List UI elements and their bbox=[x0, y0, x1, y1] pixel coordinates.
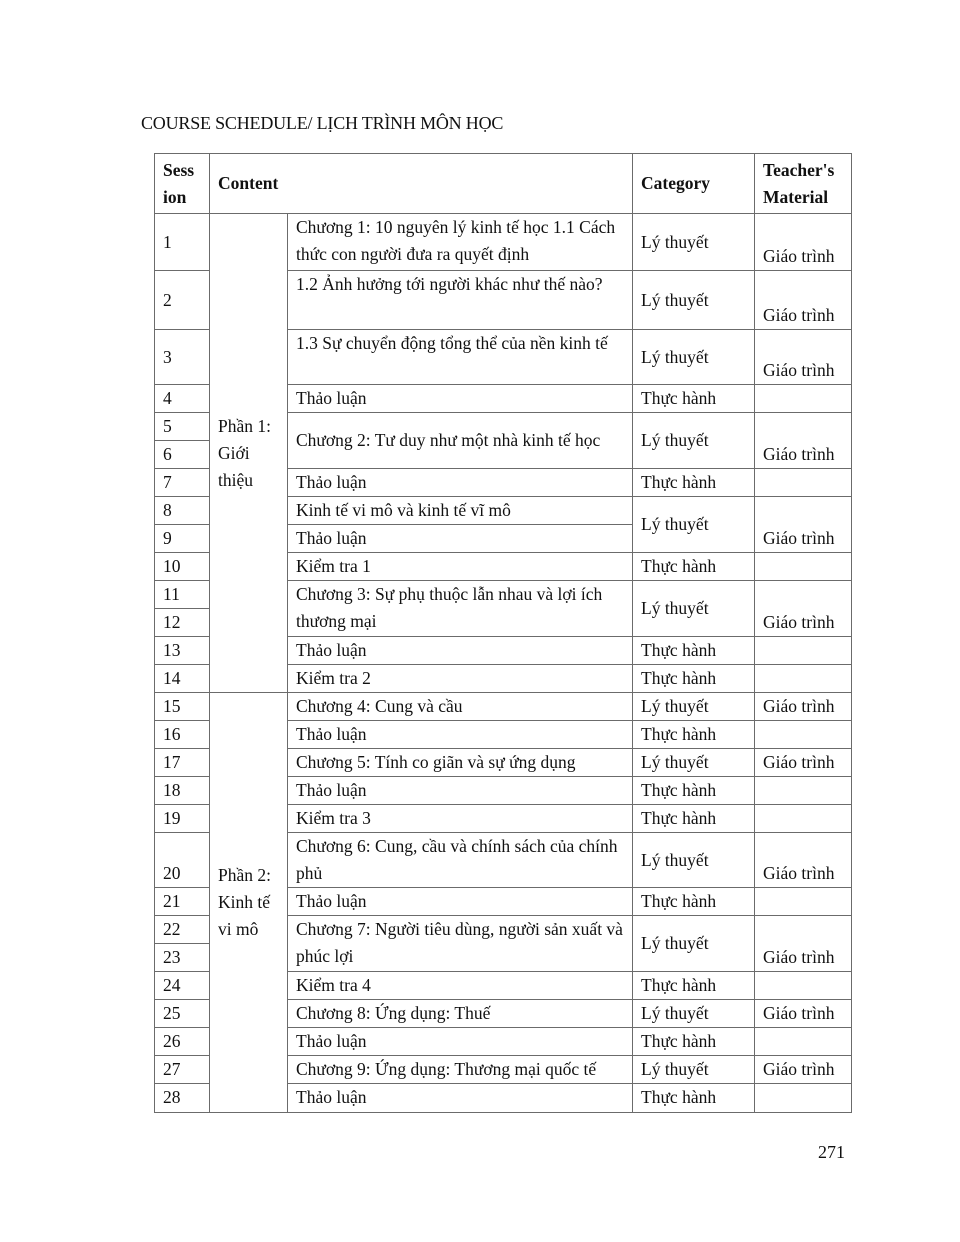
content-cell: Chương 1: 10 nguyên lý kinh tế học 1.1 Cách thức con người đưa ra quyết định bbox=[288, 214, 633, 271]
material-cell: Giáo trình bbox=[755, 693, 852, 721]
content-cell: Kiểm tra 2 bbox=[288, 665, 633, 693]
session-cell: 23 bbox=[155, 944, 210, 972]
material-cell: Giáo trình bbox=[755, 916, 852, 972]
category-cell: Thực hành bbox=[633, 888, 755, 916]
session-cell: 19 bbox=[155, 805, 210, 833]
material-cell bbox=[755, 553, 852, 581]
content-cell: Kiểm tra 3 bbox=[288, 805, 633, 833]
category-cell: Lý thuyết bbox=[633, 916, 755, 972]
content-cell: 1.3 Sự chuyển động tổng thể của nền kinh tế bbox=[288, 330, 633, 385]
session-cell: 20 bbox=[155, 833, 210, 888]
session-cell: 18 bbox=[155, 777, 210, 805]
content-cell: Chương 6: Cung, cầu và chính sách của chính phủ bbox=[288, 833, 633, 888]
content-cell: Thảo luận bbox=[288, 888, 633, 916]
category-cell: Lý thuyết bbox=[633, 497, 755, 553]
section-cell: Phần 1: Giới thiệu bbox=[210, 214, 288, 693]
session-cell: 15 bbox=[155, 693, 210, 721]
category-cell: Thực hành bbox=[633, 1028, 755, 1056]
session-cell: 22 bbox=[155, 916, 210, 944]
category-cell: Thực hành bbox=[633, 805, 755, 833]
session-cell: 11 bbox=[155, 581, 210, 609]
section-cell: Phần 2: Kinh tế vi mô bbox=[210, 693, 288, 1113]
category-cell: Lý thuyết bbox=[633, 214, 755, 271]
session-cell: 21 bbox=[155, 888, 210, 916]
course-schedule-table bbox=[154, 153, 852, 1113]
session-cell: 7 bbox=[155, 469, 210, 497]
content-cell: Chương 9: Ứng dụng: Thương mại quốc tế bbox=[288, 1056, 633, 1084]
content-cell: Thảo luận bbox=[288, 525, 633, 553]
session-cell: 16 bbox=[155, 721, 210, 749]
content-cell: Thảo luận bbox=[288, 385, 633, 413]
session-cell: 6 bbox=[155, 441, 210, 469]
session-cell: 2 bbox=[155, 271, 210, 330]
content-cell: Thảo luận bbox=[288, 469, 633, 497]
category-cell: Thực hành bbox=[633, 385, 755, 413]
page-number: 271 bbox=[818, 1142, 845, 1162]
session-cell: 8 bbox=[155, 497, 210, 525]
content-cell: 1.2 Ảnh hưởng tới người khác như thế nào? bbox=[288, 271, 633, 330]
material-cell bbox=[755, 637, 852, 665]
category-cell: Lý thuyết bbox=[633, 271, 755, 330]
category-cell: Lý thuyết bbox=[633, 330, 755, 385]
material-cell bbox=[755, 777, 852, 805]
material-cell: Giáo trình bbox=[755, 497, 852, 553]
session-cell: 17 bbox=[155, 749, 210, 777]
category-cell: Thực hành bbox=[633, 637, 755, 665]
session-cell: 27 bbox=[155, 1056, 210, 1084]
page-title: COURSE SCHEDULE/ LỊCH TRÌNH MÔN HỌC bbox=[141, 113, 504, 133]
session-cell: 26 bbox=[155, 1028, 210, 1056]
category-cell: Thực hành bbox=[633, 553, 755, 581]
content-cell: Thảo luận bbox=[288, 1084, 633, 1113]
session-cell: 12 bbox=[155, 609, 210, 637]
content-cell: Thảo luận bbox=[288, 637, 633, 665]
category-cell: Lý thuyết bbox=[633, 1000, 755, 1028]
material-cell: Giáo trình bbox=[755, 581, 852, 637]
material-cell: Giáo trình bbox=[755, 413, 852, 469]
content-cell: Chương 2: Tư duy như một nhà kinh tế học bbox=[288, 413, 633, 469]
content-cell: Thảo luận bbox=[288, 721, 633, 749]
material-cell: Giáo trình bbox=[755, 271, 852, 330]
material-cell bbox=[755, 805, 852, 833]
session-cell: 9 bbox=[155, 525, 210, 553]
content-cell: Kiểm tra 4 bbox=[288, 972, 633, 1000]
material-cell: Giáo trình bbox=[755, 1000, 852, 1028]
content-cell: Chương 5: Tính co giãn và sự ứng dụng bbox=[288, 749, 633, 777]
session-cell: 3 bbox=[155, 330, 210, 385]
session-cell: 14 bbox=[155, 665, 210, 693]
category-cell: Lý thuyết bbox=[633, 413, 755, 469]
session-cell: 4 bbox=[155, 385, 210, 413]
session-cell: 24 bbox=[155, 972, 210, 1000]
header-content: Content bbox=[210, 154, 633, 214]
header-session: Sess ion bbox=[155, 154, 210, 214]
category-cell: Lý thuyết bbox=[633, 693, 755, 721]
material-cell bbox=[755, 721, 852, 749]
content-cell: Kiểm tra 1 bbox=[288, 553, 633, 581]
material-cell bbox=[755, 1028, 852, 1056]
material-cell: Giáo trình bbox=[755, 749, 852, 777]
session-cell: 13 bbox=[155, 637, 210, 665]
material-cell bbox=[755, 888, 852, 916]
session-cell: 10 bbox=[155, 553, 210, 581]
material-cell bbox=[755, 385, 852, 413]
category-cell: Lý thuyết bbox=[633, 833, 755, 888]
session-cell: 25 bbox=[155, 1000, 210, 1028]
category-cell: Thực hành bbox=[633, 1084, 755, 1113]
content-cell: Kinh tế vi mô và kinh tế vĩ mô bbox=[288, 497, 633, 525]
category-cell: Thực hành bbox=[633, 972, 755, 1000]
category-cell: Thực hành bbox=[633, 721, 755, 749]
material-cell bbox=[755, 469, 852, 497]
table-row bbox=[155, 693, 852, 721]
content-cell: Thảo luận bbox=[288, 1028, 633, 1056]
session-cell: 5 bbox=[155, 413, 210, 441]
category-cell: Thực hành bbox=[633, 665, 755, 693]
material-cell bbox=[755, 972, 852, 1000]
content-cell: Chương 3: Sự phụ thuộc lẫn nhau và lợi ích thương mại bbox=[288, 581, 633, 637]
header-material: Teacher's Material bbox=[755, 154, 852, 214]
category-cell: Lý thuyết bbox=[633, 1056, 755, 1084]
content-cell: Chương 4: Cung và cầu bbox=[288, 693, 633, 721]
category-cell: Lý thuyết bbox=[633, 749, 755, 777]
material-cell: Giáo trình bbox=[755, 214, 852, 271]
session-cell: 1 bbox=[155, 214, 210, 271]
material-cell: Giáo trình bbox=[755, 833, 852, 888]
table-row bbox=[155, 214, 852, 271]
category-cell: Thực hành bbox=[633, 469, 755, 497]
material-cell: Giáo trình bbox=[755, 1056, 852, 1084]
content-cell: Chương 7: Người tiêu dùng, người sản xuất và phúc lợi bbox=[288, 916, 633, 972]
header-category: Category bbox=[633, 154, 755, 214]
category-cell: Lý thuyết bbox=[633, 581, 755, 637]
content-cell: Thảo luận bbox=[288, 777, 633, 805]
material-cell bbox=[755, 1084, 852, 1113]
material-cell: Giáo trình bbox=[755, 330, 852, 385]
session-cell: 28 bbox=[155, 1084, 210, 1113]
table-header-row bbox=[155, 154, 852, 214]
material-cell bbox=[755, 665, 852, 693]
content-cell: Chương 8: Ứng dụng: Thuế bbox=[288, 1000, 633, 1028]
category-cell: Thực hành bbox=[633, 777, 755, 805]
